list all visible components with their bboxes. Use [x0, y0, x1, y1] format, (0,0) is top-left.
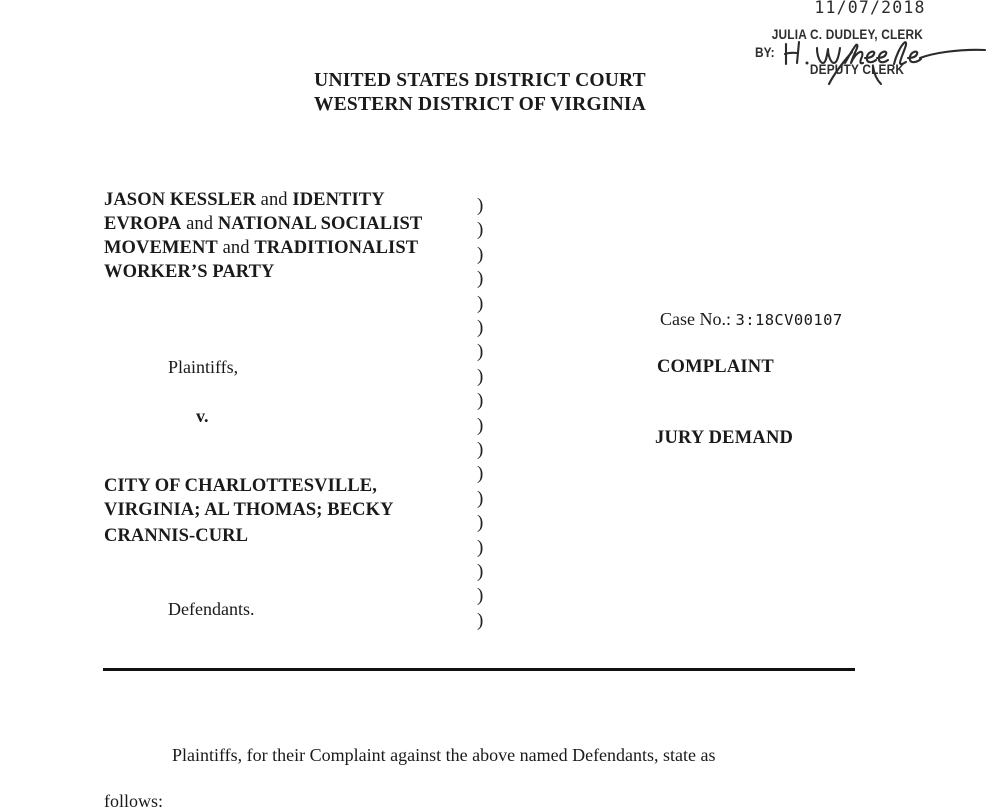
defendants-role-label: Defendants.: [168, 599, 255, 619]
document-type-heading: COMPLAINT: [657, 357, 774, 377]
caption-paren: ): [477, 487, 484, 509]
clerk-name-stamp: JULIA C. DUDLEY, CLERK: [771, 27, 924, 42]
caption-paren: ): [477, 292, 484, 314]
court-name-line-1: UNITED STATES DISTRICT COURT: [314, 70, 646, 91]
jury-demand-heading: JURY DEMAND: [655, 428, 794, 448]
case-number-label: Case No.:: [660, 309, 731, 329]
plaintiff-name-line: [104, 262, 275, 283]
caption-paren: ): [477, 243, 484, 265]
caption-paren: ): [477, 195, 484, 216]
clerk-by-label: BY:: [755, 45, 775, 60]
caption-divider: [103, 668, 855, 671]
party-conjunction: and: [181, 214, 218, 234]
defendant-name-line: CRANNIS-CURL: [104, 526, 249, 546]
caption-paren: ): [477, 463, 484, 485]
caption-paren: ): [477, 219, 484, 241]
caption-paren: ): [477, 317, 484, 338]
party-name-segment: EVROPA: [104, 214, 182, 234]
plaintiff-name-line: [104, 238, 418, 259]
caption-paren: ): [477, 561, 484, 582]
caption-paren: ): [477, 512, 484, 534]
caption-paren: ): [477, 609, 484, 631]
body-paragraph-line-1: Plaintiffs, for their Complaint against the above named Defendants, state as: [172, 745, 716, 765]
party-conjunction: and: [255, 190, 293, 210]
caption-paren: ): [477, 585, 484, 607]
case-number: [660, 309, 843, 330]
plaintiff-name-line: [104, 214, 422, 235]
court-name-line-2: WESTERN DISTRICT OF VIRGINIA: [314, 94, 646, 115]
party-name-segment: WORKER’S PARTY: [104, 262, 275, 282]
party-name-segment: IDENTITY: [292, 190, 385, 210]
defendant-name-line: CITY OF CHARLOTTESVILLE,: [104, 476, 377, 496]
plaintiffs-role-label: Plaintiffs,: [168, 357, 239, 377]
filing-date-stamp: 11/07/2018: [814, 0, 926, 17]
caption-paren: ): [477, 268, 484, 290]
caption-paren: ): [477, 390, 484, 412]
caption-paren: ): [477, 414, 484, 436]
plaintiff-name-line: [104, 190, 385, 211]
party-name-segment: JASON KESSLER: [104, 190, 256, 210]
party-name-segment: MOVEMENT: [104, 238, 218, 258]
defendant-name-line: VIRGINIA; AL THOMAS; BECKY: [104, 500, 394, 520]
party-name-segment: NATIONAL SOCIALIST: [217, 214, 423, 234]
caption-paren: ): [477, 439, 484, 460]
caption-paren: ): [477, 536, 484, 558]
deputy-clerk-label: DEPUTY CLERK: [809, 62, 905, 77]
caption-paren: ): [477, 341, 484, 363]
case-number-value: 3:18CV00107: [735, 311, 843, 329]
caption-paren: ): [477, 365, 484, 387]
body-paragraph-line-2: follows:: [104, 791, 164, 807]
versus-label: v.: [196, 406, 209, 426]
party-conjunction: and: [217, 238, 255, 258]
party-name-segment: TRADITIONALIST: [254, 238, 419, 258]
